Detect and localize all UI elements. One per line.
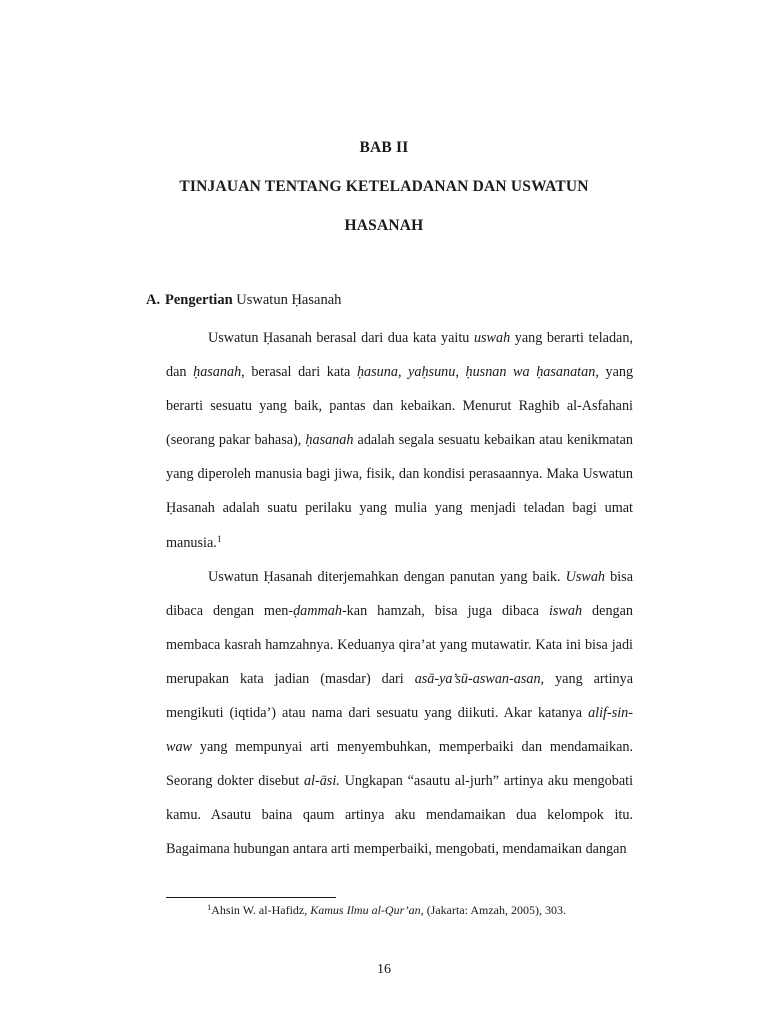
footnote-reference[interactable]: 1 xyxy=(216,534,222,545)
paragraph-2-text: yang artinya mengikuti (iqtida’) atau nama dari sesuatu yang diikuti. Akar katanya xyxy=(166,670,634,722)
paragraph-2-text: Uswatun Ḥasanah diterjemahkan dengan panutan yang baik. xyxy=(208,568,561,585)
chapter-title-line-2: HASANAH xyxy=(344,217,424,234)
chapter-label: BAB II xyxy=(359,139,409,156)
term-hasanah: ḥasanah, xyxy=(193,364,245,381)
section-title-rest: Uswatun Ḥasanah xyxy=(236,292,342,308)
section-title-bold: Pengertian xyxy=(165,292,233,308)
body-text xyxy=(166,321,633,867)
paragraph-2-text: yang mempunyai arti menyembuhkan, memperbaiki dan mendamaikan. Seorang dokter disebut xyxy=(166,739,634,790)
paragraph-1-text: Uswatun Ḥasanah berasal dari dua kata yaitu xyxy=(208,330,470,346)
footnote-publication: (Jakarta: Amzah, 2005), 303. xyxy=(426,903,566,917)
paragraph-2-text: -kan hamzah, bisa juga dibaca xyxy=(341,602,539,619)
footnote-book-title: Kamus Ilmu al-Qur’an, xyxy=(310,903,424,917)
paragraph-1-text: yang berarti sesuatu yang baik, pantas dan kebaikan. Menurut Raghib al-Asfahani (seorang pakar bahasa), xyxy=(166,364,634,449)
footnote-number: 1 xyxy=(207,902,212,912)
chapter-title-line-1: TINJAUAN TENTANG KETELADANAN DAN USWATUN xyxy=(179,178,589,195)
term-root-letters: alif-sin-waw xyxy=(166,705,633,756)
term-roots: ḥasuna, yaḥsunu, ḥusnan wa ḥasanatan, xyxy=(356,364,599,381)
term-uswah: Uswah xyxy=(565,568,606,585)
paragraph-1 xyxy=(166,321,633,560)
section-heading xyxy=(146,292,341,309)
section-letter: A. xyxy=(146,292,161,308)
paragraph-2-text: dengan membaca kasrah hamzahnya. Keduanya qira’at yang mutawatir. Kata ini bisa jadi merupakan kata jadian (masdar) dari xyxy=(166,602,634,687)
term-uswah: uswah xyxy=(473,330,511,346)
term-al-asi: al-āsi. xyxy=(303,773,340,790)
paragraph-2-text: bisa dibaca dengan men- xyxy=(166,568,633,619)
term-dammah: ḍammah xyxy=(293,602,342,619)
paragraph-1-text: adalah segala sesuatu kebaikan atau kenikmatan yang diperoleh manusia bagi jiwa, fisik, dan kondisi perasaannya. Maka Uswatun Ḥasanah adalah suatu perilaku yang mulia yang menjadi teladan bagi umat manusia. xyxy=(166,432,633,551)
term-iswah: iswah xyxy=(548,602,583,619)
paragraph-2-text: Ungkapan “asautu al-jurh” artinya aku mengobati kamu. Asautu baina qaum artinya aku mendamaikan dua kelompok itu. Bagaimana hubungan antara arti memperbaiki, mengobati, mendamaikan dangan xyxy=(166,773,634,858)
term-hasanah: ḥasanah xyxy=(305,432,354,449)
paragraph-1-text: berasal dari kata xyxy=(251,364,351,381)
footnote-separator xyxy=(166,897,336,898)
footnote xyxy=(207,903,566,918)
page-number: 16 xyxy=(377,962,391,977)
paragraph-2 xyxy=(166,560,633,867)
term-masdar-forms: asā-ya’sū-aswan-asan, xyxy=(414,670,545,687)
paragraph-1-text: yang berarti teladan, dan xyxy=(166,330,633,381)
footnote-author: Ahsin W. al-Hafidz, xyxy=(211,903,308,917)
